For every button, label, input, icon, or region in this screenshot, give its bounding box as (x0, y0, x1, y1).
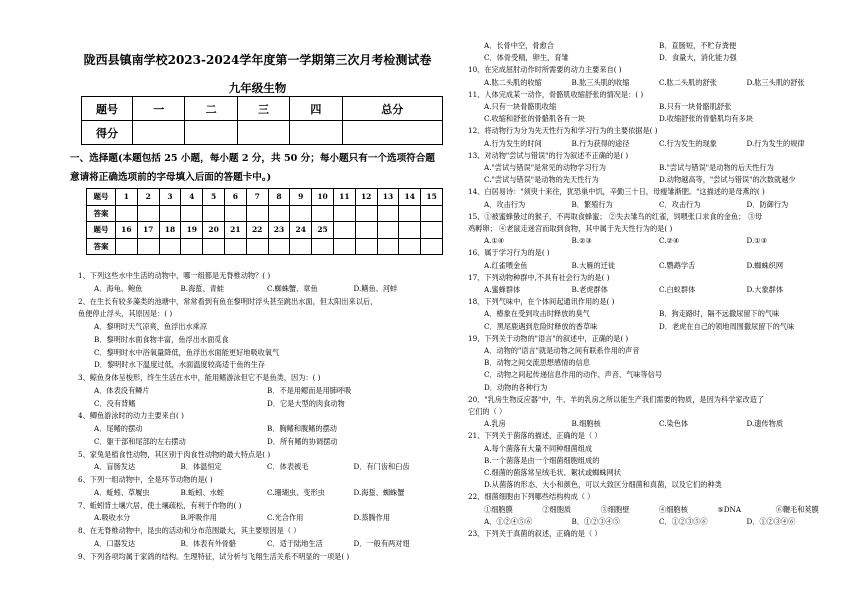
question-line: 18、下列气味中，在个体间起通讯作用的是( ) (468, 297, 615, 307)
option-line: C.细菌的菌落常呈绒毛状、絮状或蜘蛛网状 (484, 468, 621, 477)
answer-cell[interactable] (355, 205, 377, 222)
option-item: C.肱二头肌的舒张 (659, 77, 717, 87)
question-line: 1、下列这些水中生活的动物中，哪一组都是无脊椎动物？( ) (78, 271, 271, 280)
question-line: 鸡孵卵； ④老鼠走迷宫而取到食物，其中属于先天性行为的是( ) (468, 224, 673, 233)
option-line (484, 163, 834, 173)
answer-cell[interactable] (399, 205, 421, 222)
option-line (94, 488, 440, 498)
option-item: C．①②③⑤⑥ (659, 516, 708, 526)
option-item: B.肱三头肌的收缩 (571, 77, 630, 87)
option-item: C.珊瑚虫、变形虫 (267, 487, 325, 497)
option-item: C.蜘蛛蟹、章鱼 (267, 283, 318, 293)
option-item: D.海蜇、蜘蛛蟹 (353, 487, 405, 497)
option-item: ③细胞壁 (600, 504, 630, 514)
question-number-cell: 17 (137, 222, 159, 239)
answer-cell[interactable] (312, 238, 334, 255)
question-number-cell: 6 (224, 189, 246, 206)
empty-cell (421, 222, 443, 239)
option-item: D.行为发生的规律 (746, 138, 805, 148)
score-cell[interactable] (185, 121, 237, 145)
question-line: 15、①被蜜蜂蛰过的猴子，不再取食蜂蜜； ②失去雏鸟的红雀，饲喂张口求食的金鱼； ③母 (468, 211, 763, 221)
answer-cell[interactable] (246, 205, 268, 222)
question-number-cell: 1 (116, 189, 138, 206)
question-line: 13、对动物"尝试与错误"的行为叙述不正确的是( ) (468, 150, 629, 160)
score-header-cell: 二 (185, 97, 237, 121)
question-line: 21、下列关于菌落的描述，正确的是（ ） (468, 431, 602, 441)
option-line (484, 517, 834, 527)
option-item: D.鳝鱼、河蚌 (353, 283, 398, 293)
option-line (484, 419, 834, 429)
option-item: D．所有鳍的协调摆动 (267, 436, 338, 446)
answer-cell[interactable] (355, 238, 377, 255)
option-item: C.②④ (659, 236, 680, 246)
question-line: 它们的（ ） (468, 407, 507, 416)
option-item: B.老虎群体 (571, 285, 608, 294)
option-item: D．有门齿和臼齿 (353, 462, 410, 472)
question-line: 8、在无脊椎动物中，昆虫的活动和分布范围最大，其主要原因是（ ） (78, 526, 301, 535)
option-item: B.只有一块骨骼肌舒张 (659, 102, 732, 111)
option-item: ⑤DNA (717, 504, 742, 514)
question-line: 19、下列关于动物的"语言"的叙述中，正确的是( ) (468, 333, 629, 343)
question-number-cell: 22 (246, 222, 268, 239)
answer-cell[interactable] (203, 205, 225, 222)
answer-cell[interactable] (203, 238, 225, 255)
option-item: A．海龟、鲍鱼 (94, 283, 143, 293)
empty-cell (399, 222, 421, 239)
option-item: A．攻击行为 (484, 199, 526, 209)
option-item: C.收缩和舒张的骨骼肌各有一块 (484, 114, 585, 124)
option-item: C.鹦鹉学舌 (659, 260, 696, 270)
score-header-cell: 一 (133, 97, 185, 121)
question-line: 5、家兔是植食性动物，其区别于肉食性动物的最大特点是( ) (78, 449, 271, 459)
question-number-cell: 19 (181, 222, 203, 239)
option-item: A．长骨中空，骨愈合 (484, 41, 554, 50)
option-item: A.红雀喂金鱼 (484, 260, 528, 270)
option-item: B.②③ (571, 236, 592, 246)
question-number-cell: 2 (137, 189, 159, 206)
question-number-cell: 14 (399, 189, 421, 206)
option-item: A.蜜蜂群体 (484, 285, 521, 294)
score-cell[interactable] (342, 121, 442, 145)
answer-cell[interactable] (377, 238, 399, 255)
option-item: B.蚯蚓、水蛭 (180, 487, 225, 497)
option-item: C."尝试与错误"是动物的先天性行为 (484, 175, 599, 185)
option-item: A.只有一块骨骼肌收缩 (484, 102, 557, 111)
option-item: C．体表被毛 (267, 462, 309, 472)
option-line (484, 175, 834, 185)
option-item: D.大象群体 (746, 285, 784, 294)
option-line (484, 261, 834, 271)
option-item: D.收缩舒张的骨骼肌均有多块 (659, 114, 754, 124)
option-line (94, 513, 440, 523)
option-line (94, 437, 440, 447)
option-line (94, 386, 440, 396)
answer-row-label: 题号 (87, 189, 116, 206)
answer-cell[interactable] (224, 205, 246, 222)
option-item: B.行为获得的途径 (571, 138, 630, 148)
option-line (484, 41, 834, 51)
question-line: 7、蚯蚓背土壤穴居，使土壤疏松，有利于作物的( ) (78, 500, 242, 510)
answer-cell[interactable] (377, 205, 399, 222)
option-line: A．动物的"语言"就是动物之间有联系作用的声音 (484, 346, 640, 355)
answer-cell[interactable] (421, 205, 443, 222)
answer-cell[interactable] (159, 238, 181, 255)
option-item: D.遗传物质 (746, 419, 784, 429)
option-item: A.肱二头肌的收缩 (484, 77, 542, 87)
option-item: B.细胞核 (571, 419, 601, 429)
score-header-cell: 题号 (82, 97, 133, 121)
question-line: 10、在完成屈肘动作时所需要的动力主要来自( ) (468, 65, 622, 75)
option-item: B．体温恒定 (180, 462, 222, 472)
question-line: 2、在生长有较多藻类的池塘中，常常看到有鱼在黎明时浮头甚至跳出水面，但太阳出来以后， (78, 296, 378, 306)
question-number-cell: 12 (355, 189, 377, 206)
option-item: C.行为发生的现象 (659, 138, 717, 148)
option-item: D．老虎在自己的领地周围撒尿留下的气味 (659, 321, 795, 331)
option-item: C.染色体 (659, 419, 689, 429)
option-item: D．一般有两对翅 (353, 538, 410, 548)
empty-cell (333, 222, 355, 239)
answer-cell[interactable] (116, 205, 138, 222)
answer-cell[interactable] (246, 238, 268, 255)
option-item: ④细胞核 (659, 504, 688, 514)
option-line: B．黎明时水面食物丰富，鱼浮出水面觅食 (94, 334, 229, 344)
option-item: ②细胞质 (542, 504, 572, 514)
empty-cell (377, 222, 399, 239)
answer-row-label: 题号 (87, 222, 116, 239)
score-cell[interactable] (133, 121, 185, 145)
question-number-cell: 5 (203, 189, 225, 206)
question-line: 20、"乳房生物反应器"中，牛、羊的乳房之所以能生产我们需要的物质，是因为科学家改造了 (468, 394, 765, 404)
option-line: D.从菌落的形态、大小和颜色，可以大致区分细菌和真菌，以及它们的种类 (484, 480, 722, 490)
answer-cell[interactable] (116, 238, 138, 255)
question-line: 23、下列关于真菌的叙述，正确的是（ ） (468, 529, 602, 538)
option-line (94, 462, 440, 472)
answer-row-label: 答案 (87, 205, 116, 222)
option-line (484, 322, 834, 332)
option-item: B．胸鳍和腹鳍的摆动 (267, 424, 337, 433)
score-row-label: 得分 (82, 121, 133, 145)
option-line (484, 505, 834, 515)
option-item: C．黑尾鹿遇到危险时释放的香草味 (484, 321, 598, 331)
option-item: A.乳房 (484, 419, 506, 429)
option-item: D.肱三头肌的舒张 (746, 77, 805, 87)
score-header-cell: 总分 (342, 97, 442, 121)
score-header-cell: 四 (290, 97, 342, 121)
option-item: B．体表有外骨骼 (180, 538, 237, 548)
question-number-cell: 3 (159, 189, 181, 206)
answer-cell[interactable] (268, 238, 290, 255)
option-item: D．食量大，消化能力强 (659, 53, 737, 63)
option-item: A.①④ (484, 236, 505, 246)
option-item: D.①③ (746, 236, 768, 246)
option-item: C．没有背鳍 (94, 398, 136, 408)
question-line: 9、下列各项均属于家鸽的结构。生理特征，试分析与飞翔生活关系不明显的一项是( ) (78, 551, 350, 561)
question-line: 12、将动物行为分为先天性行为和学习行为的主要依据是( ) (468, 126, 658, 136)
section-line: 意请将正确选项前的字母填入后面的答题卡中。) (70, 172, 272, 183)
option-item: B.呼吸作用 (180, 513, 217, 523)
option-item: B．不是用鳃而是用肺呼吸 (267, 385, 352, 395)
exam-subtitle: 九年级生物 (228, 81, 287, 95)
answer-cell[interactable] (290, 238, 312, 255)
question-line: 16、属于学习行为的是( ) (468, 248, 550, 258)
question-line: 17、下列动物种群中,不具有社会行为的是( ) (468, 272, 610, 282)
option-item: A．盲肠发达 (94, 462, 136, 472)
question-number-cell: 18 (159, 222, 181, 239)
option-item: C.白蚁群体 (659, 285, 696, 294)
option-line (484, 78, 834, 88)
option-line: D．黎明时水下温度过低，水面温度较高适于鱼的生存 (94, 360, 266, 370)
answer-cell[interactable] (399, 238, 421, 255)
option-line: A．黎明时天气凉爽，鱼浮出水乘凉 (94, 322, 208, 331)
question-number-cell: 8 (268, 189, 290, 206)
option-line: B.一个菌落是由一个细菌细胞组成的 (484, 455, 600, 465)
question-line: 4、鲫鱼游泳时的动力主要来自( ) (78, 411, 184, 421)
score-table (81, 96, 443, 145)
question-number-cell: 15 (421, 189, 443, 206)
option-item: A．椿象在受到攻击时释放的臭气 (484, 309, 590, 319)
section-instructions (70, 149, 445, 187)
option-item: B."尝试与错误"是动物的后天性行为 (659, 163, 774, 172)
answer-cell[interactable] (137, 238, 159, 255)
option-item: A.吸收水分 (94, 513, 131, 523)
option-line (484, 236, 834, 246)
option-line: D．动物的各种行为 (484, 382, 548, 392)
option-item: C．适于陆地生活 (267, 538, 323, 548)
option-item: D.蒸腾作用 (353, 513, 391, 523)
option-item: B．直肠短，不贮存粪便 (659, 41, 737, 50)
option-item: C.光合作用 (267, 513, 304, 523)
question-number-cell: 25 (312, 222, 334, 239)
option-item: D．防御行为 (746, 199, 789, 209)
score-header-cell: 三 (237, 97, 289, 121)
option-item: A．蚯蚓、草履虫 (94, 487, 150, 497)
question-number-cell: 13 (377, 189, 399, 206)
option-item: B.海蜇、青蛙 (180, 283, 225, 293)
answer-cell[interactable] (333, 238, 355, 255)
question-line: 3、鲸鱼身体呈梭形，终生生活在水中，能用鳍游泳但它不是鱼类，因为：( ) (78, 373, 321, 382)
exam-title: 陇西县镇南学校2023-2024学年度第一学期第三次月考检测试卷 (83, 53, 432, 67)
option-line (484, 309, 834, 319)
question-number-cell: 23 (268, 222, 290, 239)
option-line: C．动物之间起传递信息作用的动作、声音、气味等信号 (484, 370, 663, 380)
score-cell[interactable] (290, 121, 342, 145)
option-item: D.动物越高等，"尝试与错误"的次数就越少 (659, 175, 796, 185)
option-line (484, 114, 834, 124)
option-line (94, 399, 440, 409)
answer-cell[interactable] (268, 205, 290, 222)
question-line: 14、白居易诗："须臾十来往，犹恐巢中饥，辛勤三十日，母瘦雏渐肥。"这描述的是母燕的( ) (468, 187, 765, 197)
option-item: B．①②③④⑤ (571, 516, 620, 526)
answer-cell[interactable] (333, 205, 355, 222)
answer-cell[interactable] (181, 238, 203, 255)
question-number-cell: 16 (116, 222, 138, 239)
option-line (94, 424, 440, 434)
option-item: C．躯干部和尾部的左右摆动 (94, 436, 186, 446)
answer-cell[interactable] (224, 238, 246, 255)
answer-cell[interactable] (312, 205, 334, 222)
option-item: C．攻击行为 (659, 199, 701, 209)
empty-cell (355, 222, 377, 239)
option-item: A．口器发达 (94, 538, 136, 548)
option-item: D．它是大型的肉食动物 (267, 398, 345, 408)
question-line: 鱼便停止浮头，其原因是：( ) (78, 309, 173, 319)
option-item: A．尾鳍的摆动 (94, 424, 143, 433)
option-item: A．①②④⑤⑥ (484, 516, 533, 526)
option-line (94, 284, 440, 294)
option-item: A．体表没有鳞片 (94, 385, 150, 395)
option-line: C．黎明时水中浴氧量降低，鱼浮出水面能更好地吸收氧气 (94, 347, 280, 357)
section-line: 一、选择题(本题包括 25 小题，每小题 2 分，共 50 分；每小题只有一个选项符合题 (70, 153, 435, 164)
answer-cell[interactable] (290, 205, 312, 222)
option-item: D.蜘蛛织网 (746, 260, 784, 270)
option-line (484, 200, 834, 210)
option-item: D．①②③④⑥ (746, 516, 796, 526)
question-line: 11、人体完成某一动作，骨骼肌收缩舒张的情况是：( ) (468, 89, 644, 99)
option-line: A.每个菌落有大量不同种细菌组成 (484, 443, 593, 453)
option-line (94, 539, 440, 549)
option-item: C．体骨受精，卵生，育雏 (484, 53, 569, 63)
score-cell[interactable] (237, 121, 289, 145)
answer-card-table (86, 188, 443, 255)
option-item: ①细胞膜 (484, 504, 513, 514)
question-line: 6、下列一组动物中，全是环节动物的是( ) (78, 475, 213, 484)
question-number-cell: 20 (203, 222, 225, 239)
option-line (484, 285, 834, 295)
option-item: B．繁殖行为 (571, 199, 613, 209)
option-line: B．动物之间交流思想感情的信息 (484, 358, 590, 368)
question-number-cell: 10 (312, 189, 334, 206)
option-item: B.大雁的迁徙 (571, 260, 616, 270)
question-number-cell: 7 (246, 189, 268, 206)
answer-cell[interactable] (421, 238, 443, 255)
question-number-cell: 24 (290, 222, 312, 239)
option-item: B．狗走路时，隔不远撒尿留下的气味 (659, 309, 780, 319)
option-item: A."尝试与错误"是常见的动物学习行为 (484, 163, 606, 172)
question-line: 22、细菌细胞由下列哪些结构构成（ ） (468, 492, 595, 502)
option-line (484, 102, 834, 112)
answer-cell[interactable] (159, 205, 181, 222)
option-line (484, 139, 834, 149)
option-line (484, 53, 834, 63)
answer-cell[interactable] (181, 205, 203, 222)
question-number-cell: 21 (224, 222, 246, 239)
option-item: A.行为发生的时间 (484, 138, 542, 148)
answer-row-label: 答案 (87, 238, 116, 255)
question-number-cell: 9 (290, 189, 312, 206)
question-number-cell: 11 (333, 189, 355, 206)
question-number-cell: 4 (181, 189, 203, 206)
option-item: ⑥鞭毛和荚膜 (775, 504, 819, 514)
answer-cell[interactable] (137, 205, 159, 222)
